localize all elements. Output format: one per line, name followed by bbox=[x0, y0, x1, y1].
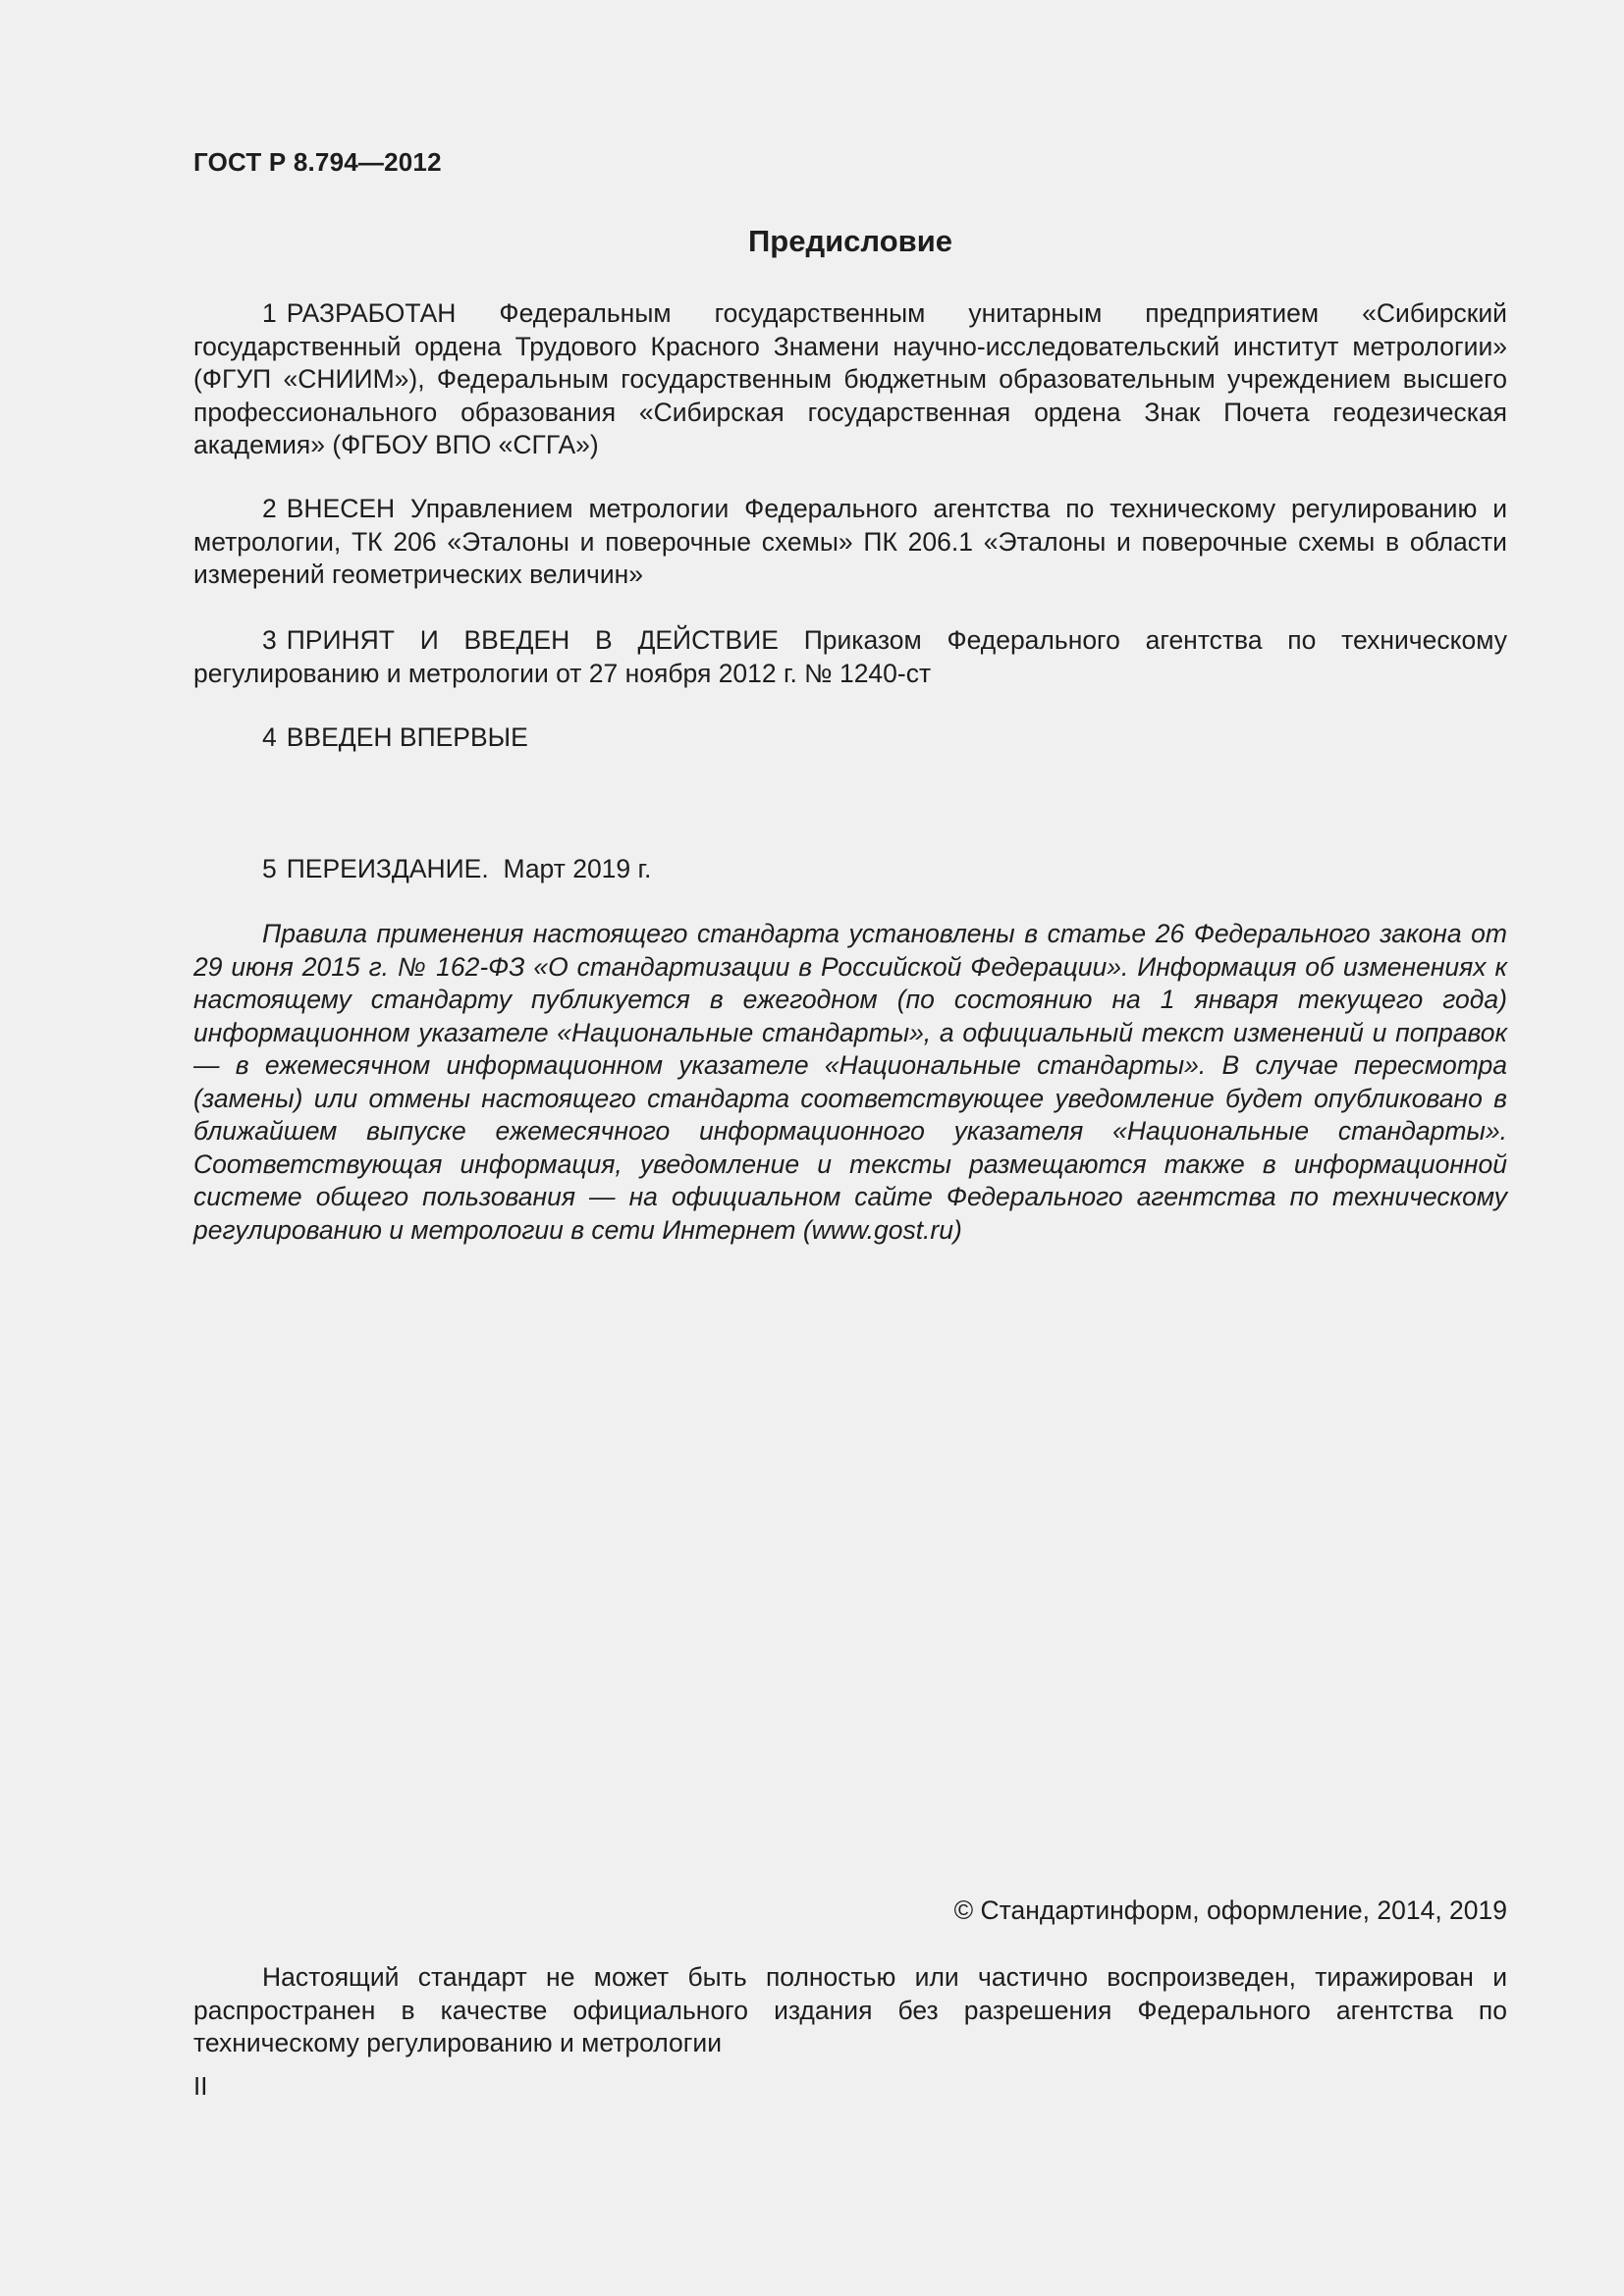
foreword-item-2 bbox=[193, 493, 1507, 592]
item-text: ВВЕДЕН ВПЕРВЫЕ bbox=[286, 722, 528, 752]
item-text: ПЕРЕИЗДАНИЕ. Март 2019 г. bbox=[286, 854, 652, 883]
foreword-item-4 bbox=[193, 721, 1507, 755]
document-code: ГОСТ Р 8.794—2012 bbox=[193, 147, 442, 177]
foreword-item-3 bbox=[193, 624, 1507, 690]
copyright-line: © Стандартинформ, оформление, 2014, 2019 bbox=[953, 1896, 1507, 1925]
section-title: Предисловие bbox=[747, 224, 952, 258]
item-text: ПРИНЯТ И ВВЕДЕН В ДЕЙСТВИЕ Приказом Федерального агентства по техническому регулированию и метрологии от 27 ноября 2012 г. № 1240-ст bbox=[193, 625, 1507, 688]
reproduction-note-text: Настоящий стандарт не может быть полностью или частично воспроизведен, тиражирован и распространен в качестве официального издания без разрешения Федерального агентства по техническому регулированию и метрологии bbox=[193, 1962, 1507, 2057]
rules-note-text: Правила применения настоящего стандарта установлены в статье 26 Федерального закона от 29 июня 2015 г. № 162-ФЗ «О стандартизации в Российской Федерации». Информация об изменениях к настоящему стандарту публикуется в ежегодном (по состоянию на 1 января текущего года) информационном указателе «Национальные стандарты», а официальный текст изменений и поправок — в ежемесячном информационном указателе «Национальные стандарты». В случае пересмотра (замены) или отмены настоящего стандарта соответствующее уведомление будет опубликовано в ближайшем выпуске ежемесячного информационного указателя «Национальные стандарты». Соответствующая информация, уведомление и тексты размещаются также в информационной системе общего пользования — на официальном сайте Федерального агентства по техническому регулированию и метрологии в сети Интернет (www.gost.ru) bbox=[193, 919, 1507, 1245]
foreword-item-1 bbox=[193, 297, 1507, 462]
rules-note bbox=[193, 918, 1507, 1247]
item-number: 1 bbox=[262, 298, 277, 328]
page-number: II bbox=[193, 2071, 208, 2101]
item-number: 5 bbox=[262, 854, 277, 883]
item-text: ВНЕСЕН Управлением метрологии Федерального агентства по техническому регулированию и метрологии, ТК 206 «Эталоны и поверочные схемы» ПК 206.1 «Эталоны и поверочные схемы в области измерений геометрических величин» bbox=[193, 494, 1507, 589]
item-text: РАЗРАБОТАН Федеральным государственным унитарным предприятием «Сибирский государственный ордена Трудового Красного Знамени научно-исследовательский институт метрологии» (ФГУП «СНИИМ»), Федеральным государственным бюджетным образовательным учреждением высшего профессионального образования «Сибирская государственная ордена Знак Почета геодезическая академия» (ФГБОУ ВПО «СГГА») bbox=[193, 298, 1507, 459]
item-number: 2 bbox=[262, 494, 277, 523]
reproduction-note bbox=[193, 1961, 1507, 2060]
item-number: 4 bbox=[262, 722, 277, 752]
item-number: 3 bbox=[262, 625, 277, 655]
